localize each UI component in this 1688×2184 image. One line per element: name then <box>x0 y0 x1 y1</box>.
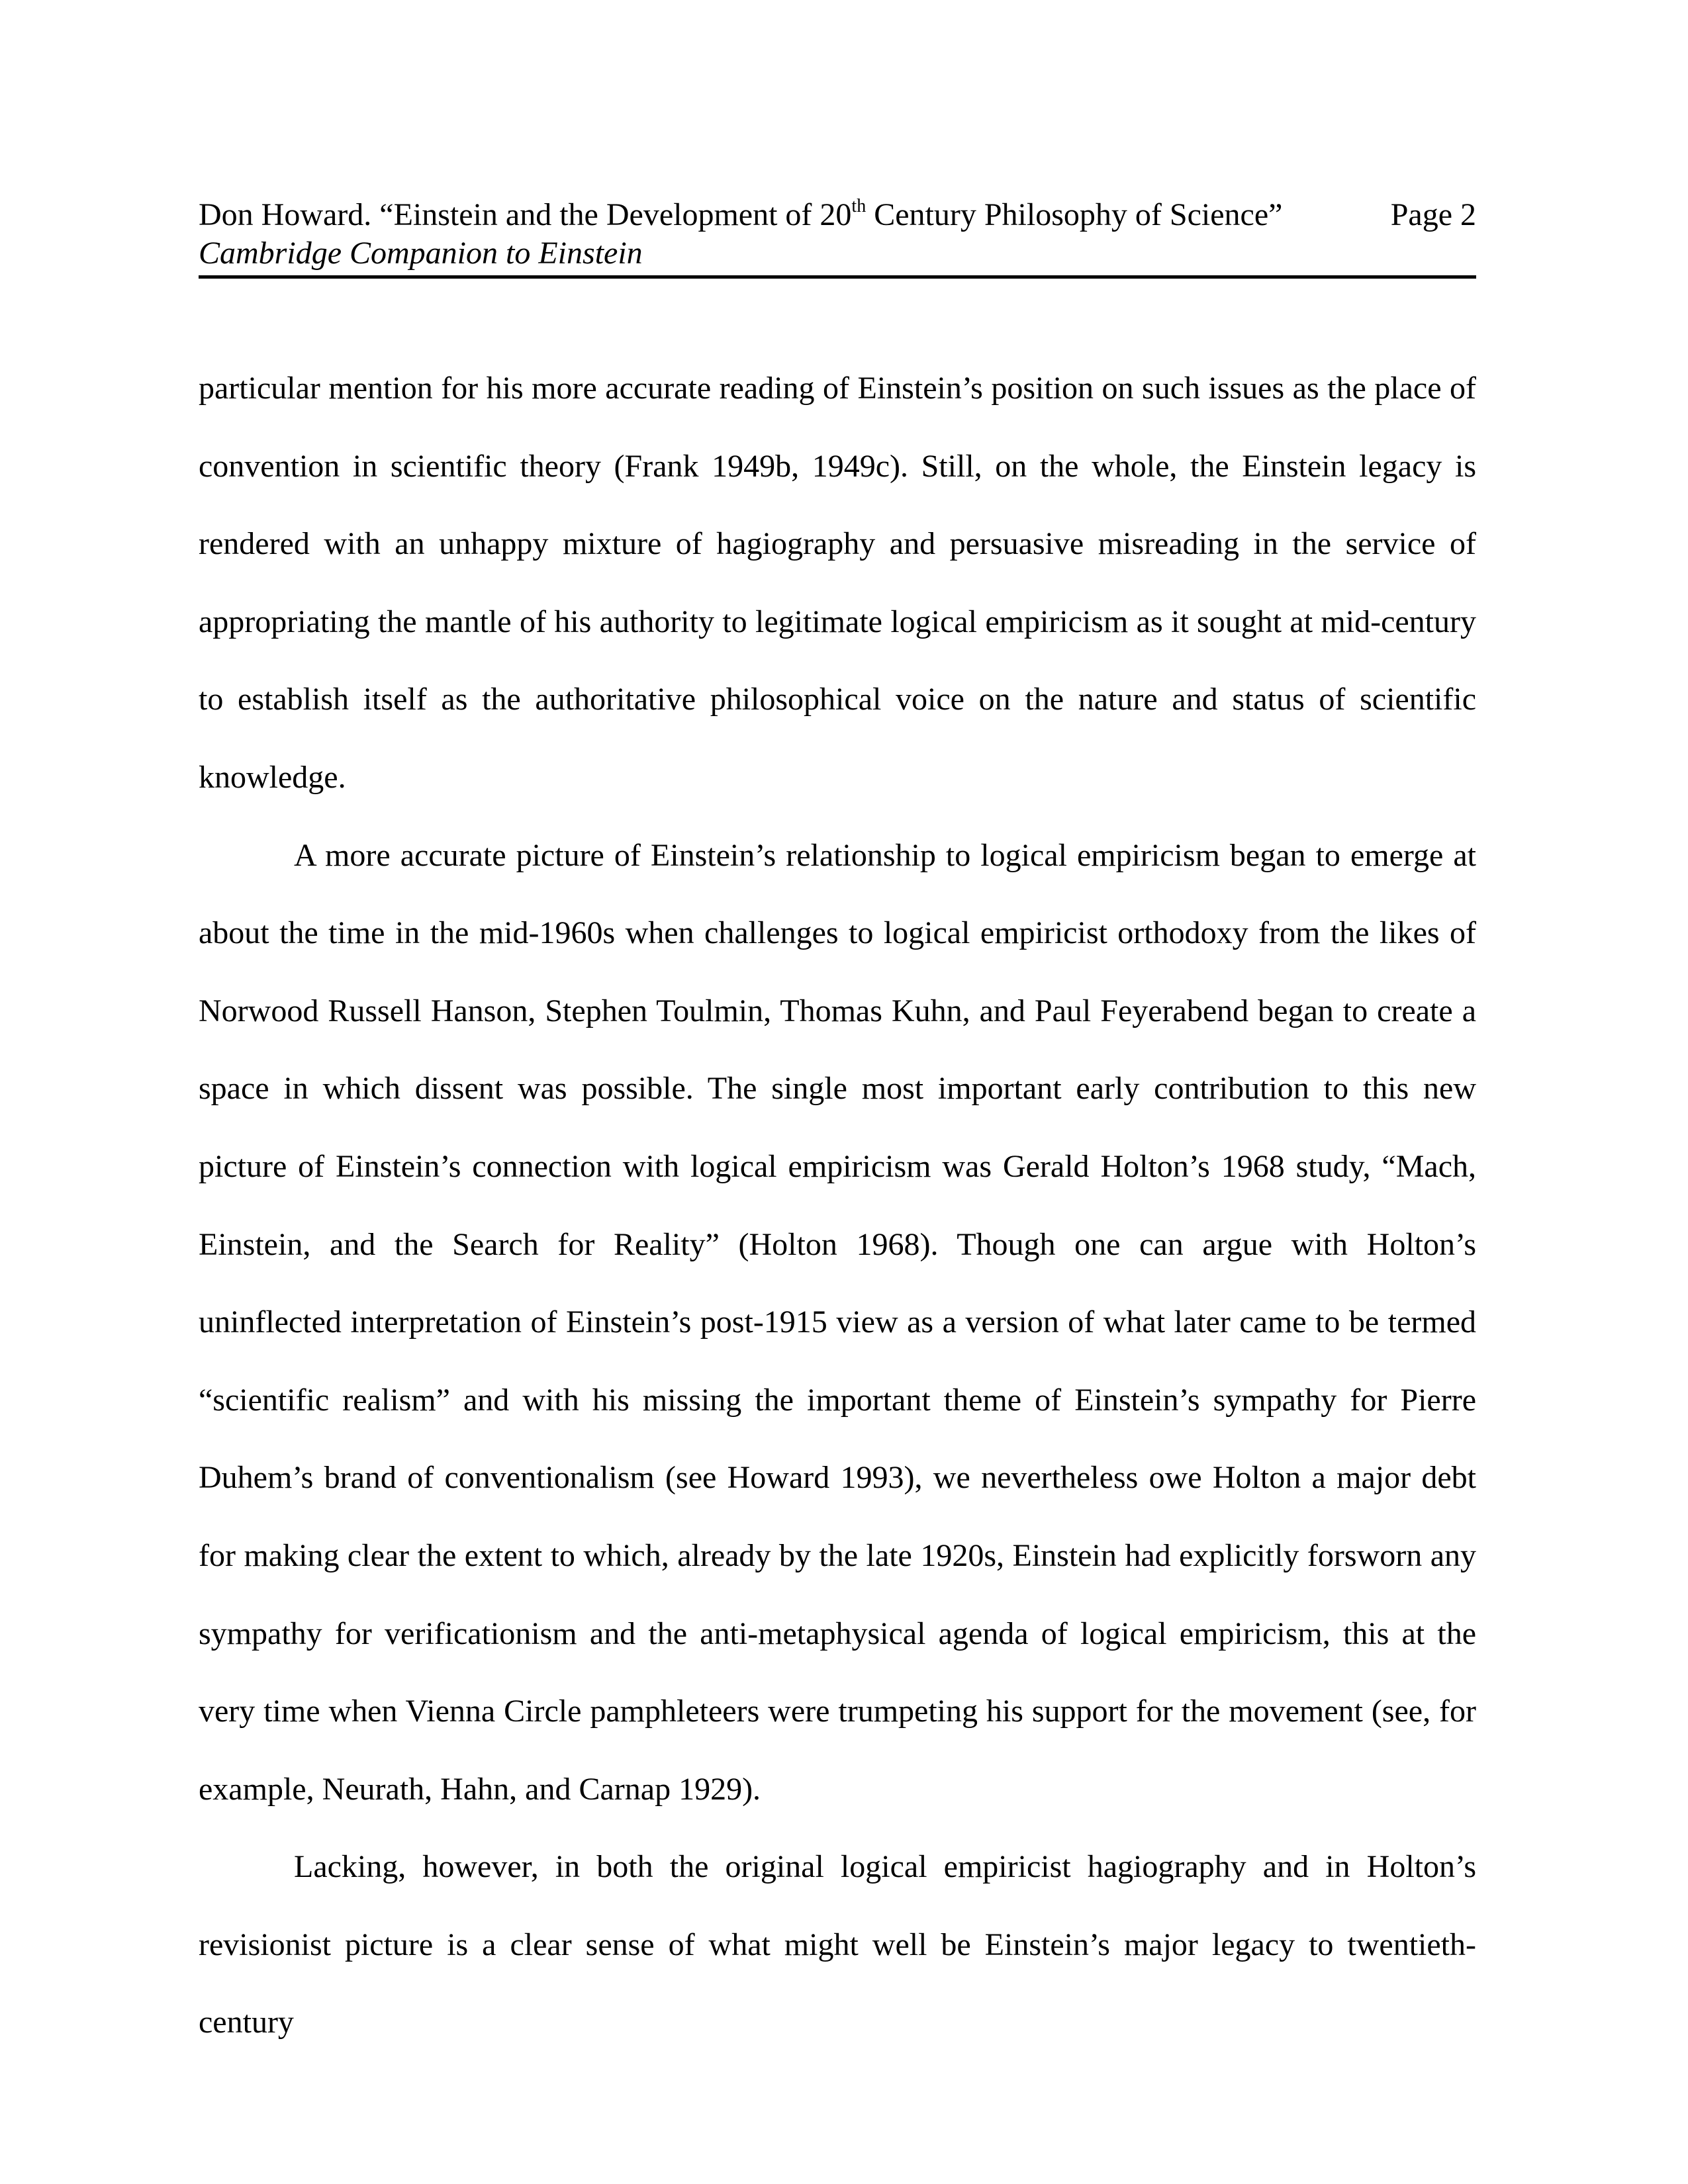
running-header <box>199 196 1476 279</box>
paragraph-2: A more accurate picture of Einstein’s relationship to logical empiricism began to emerge at about the time in the mid-1960s when challenges to logical empiricist orthodoxy from the likes of Norwood Russell Hanson, Stephen Toulmin, Thomas Kuhn, and Paul Feyerabend began to create a space in which dissent was possible. The single most important early contribution to this new picture of Einstein’s connection with logical empiricism was Gerald Holton’s 1968 study, “Mach, Einstein, and the Search for Reality” (Holton 1968). Though one can argue with Holton’s uninflected interpretation of Einstein’s post-1915 view as a version of what later came to be termed “scientific realism” and with his missing the important theme of Einstein’s sympathy for Pierre Duhem’s brand of conventionalism (see Howard 1993), we nevertheless owe Holton a major debt for making clear the extent to which, already by the late 1920s, Einstein had explicitly forsworn any sympathy for verificationism and the anti-metaphysical agenda of logical empiricism, this at the very time when Vienna Circle pamphleteers were trumpeting his support for the movement (see, for example, Neurath, Hahn, and Carnap 1929). <box>199 837 1476 1807</box>
header-citation <box>199 196 1282 234</box>
page-number: Page 2 <box>1390 197 1476 232</box>
paragraph-1: particular mention for his more accurate reading of Einstein’s position on such issues as the place of convention in scientific theory (Frank 1949b, 1949c). Still, on the whole, the Einstein legacy is rendered with an unhappy mixture of hagiography and persuasive misreading in the service of appropriating the mantle of his authority to legitimate logical empiricism as it sought at mid-century to establish itself as the authoritative philosophical voice on the nature and status of scientific knowledge. <box>199 371 1476 795</box>
header-citation-row <box>199 196 1476 234</box>
header-citation-suffix: Century Philosophy of Science” <box>866 197 1283 232</box>
header-citation-superscript: th <box>851 196 867 216</box>
paragraph-3: Lacking, however, in both the original logical empiricist hagiography and in Holton’s revisionist picture is a clear sense of what might well be Einstein’s major legacy to twentieth-century <box>199 1849 1476 2040</box>
body-text <box>199 349 1476 2062</box>
header-citation-prefix: Don Howard. “Einstein and the Development of 20 <box>199 197 852 232</box>
book-title: Cambridge Companion to Einstein <box>199 236 643 271</box>
